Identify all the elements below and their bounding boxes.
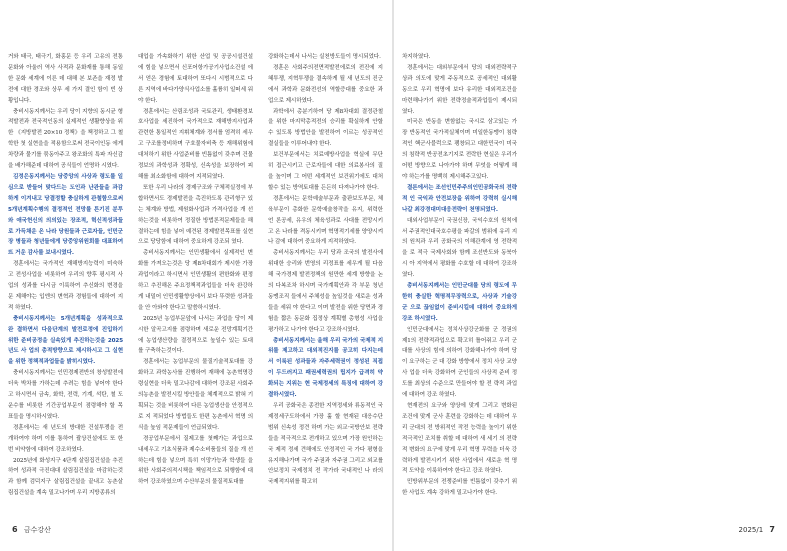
paragraph: 경훈에서는 대외부문에서 당의 대외전략적구 상과 의도에 맞게 주동적으로 공세적인 대외활 동으로 우리 혁명에 보다 유리한 대외적조건을 마련해나가기 위한 전략정술적과업들이 제시되 였다. — [402, 64, 517, 115]
right-footer — [739, 525, 779, 534]
paragraph: 과학에서 총분기하여 당 제8차대회 결정관철 을 위한 마지막총적전의 승리를 확실하게 안할 수 있도록 방법안을 발전하여 이르는 성공적인 결실들을 이루어내야 한다. — [268, 108, 383, 148]
paragraph: 경훈에서는 국가적인 재해방지능력이 미숙하 고 전성사업을 비롯하여 우리의 향후 평시적 사 업의 성과를 다시금 이룩하여 추신화의 변경을 문 제해야는 입엔의 변혁과 경험들에 대하여 지적 하였다. — [8, 261, 123, 311]
left-footer — [8, 525, 51, 535]
right-page-number: 7 — [769, 525, 775, 534]
left-page-number: 6 — [12, 525, 18, 534]
paragraph: 경공업부문에서 질제고를 첫째가는 과업으로 내세우고 기초식품과 제수소비품들의 질을 개 선하는데 힘을 넣으며 특히 이망가능과 학생들 을 위한 사회주의적시책을 책임적으로 되행함에 대하여 강조하였으며 수산부문의 물질적토대를 — [138, 435, 253, 486]
issue-date: 2025/1 — [738, 526, 764, 534]
paragraph: 인민군대에서는 정치사상강군화를 군 정권의 제1의 전략적과업으로 확고히 틀어쥐고 우리 군 대를 사상의 힘에 의하여 강화해나가야 하며 당 이 요구하는 군 대 강화 방향에서 정치 사상 교양사 업을 더욱 강화하여 군인들의 사상적 준비 정도를 최상의 수준으로 만들어야 할 전 략적 과업에 대하여 강조 하였다. — [402, 326, 517, 399]
paragraph: 경훈에서는 문학예술부문과 출판보도부문, 체 육부문이 총화한 문학예술창작을 유지, 위력한 언 론공세, 유우의 체육성과로 사대를 전망시키고 온 나라를 격동시키며 혁명적기세를 양양시켜나 감에 대하여 중요하게 지적하였다. — [268, 195, 383, 246]
paragraph: 차지하였다. — [402, 54, 431, 60]
paragraph: 김정은동지께서는 당중앙의 사상과 령도를 일 심으로 받들어 맞다드는 도인과 난관들을 과감 하게 이겨내고 당결정할 충실하게 관철함으로써 5개년계획수행의 결정적인 전망를 튼기진 분투 와 애국헌신의 의의있는 장조적, 혁신적성과들로 가득채운 온 나라 당원들과 근로자들, 인민군장 병들과 청년들에게 당중앙위원회를 대표하여 뜨 거운 감사를 보내시였다. — [8, 173, 123, 257]
paragraph: 대업을 가속화하기 위한 산업 및 공공시설건설 에 힘을 넣으면서 신포어항가공기사업소건설 에서 얻은 경험에 토대하여 또다시 시범적으로 다른 지역에 바다가양식사업소를 훌륭히 일떠세 워야 한다. — [138, 54, 253, 104]
paragraph: 총비서동지께서는 올해 우리 국가의 국제적 지위를 제고하고 대외적진지를 공고히 다지는데 서 이룩된 성과들과 자주세력권이 정성된 직접 이 두드러지고 패권세력권의 립지가 급격히 약 화되는 지위는 현 국제정세의 특징에 대하여 강 결하시였다. — [268, 337, 383, 399]
paragraph: 현재전의 요구와 양상에 맞게 그리고 변화된 조건에 맞게 군사 훈련을 강화하는 데 대하여 우리 군대의 전 방위적인 작전 능력을 높이기 위한 적극적인 조치를 취할 데 대하여 새 세기 의 전략적 변화의 요구에 맞게 우리 혁명 무력을 더욱 강력하게 발전시키기 위한 사업에서 새로운 혁 명적 도약을 이룩하여야 한다고 강조 하였다. — [402, 403, 517, 475]
paragraph: 경훈에서는 산림조성과 국토관리, 생태환경보 호사업을 세진하여 국가적으로 재해방지사업과 관련한 통일적인 지휘체계와 정서를 엄격히 세우 고 구조를정비하며 구호물자비축 등 재해위험에 대처하기 위한 사업준비를 빈틈없이 갖추며 건물 정보의 과학성과 정확성, 신속성을 보장하여 피 해를 최소화함에 대하여 지적되였다. — [138, 108, 253, 180]
paragraph: 경훈에서는 농업부문의 물질기술적토대를 강 화하고 과학농사를 진행하여 재해에 농촌혁명강 령실현을 더욱 밀고나감에 대하여 강조된 사회주의농촌을 발전시킬 방안들을 체계적으로 밝혀 기획되는 것을 비롯하여 다른 농업생산을 안정적으로 지 적되었다 방법들도 한편 농촌에서 혁명 의식을 높임 적문제들이 언급되였다. — [138, 359, 253, 431]
paragraph: 충비시동지께서는 5개년계획을 성과적으로 완 결하면서 다음단계의 발전로정에 진입하기 위한 준비공정을 실속있게 추진하는것을 2025년도 사 업의 총적방향으로 제시하시고 그 실현을 위한 정책적과업들을 밝히시였다. — [8, 315, 123, 366]
paragraph: 2025년 농업부문앞에 나서는 과업을 당이 제 시한 알곡고지를 점령하며 새로운 전망계획기간 에 농업생산량을 결정적으로 높일수 있는 토대 를 구축하는것이다. — [138, 315, 253, 355]
paragraph: 거와 태극, 태극기, 화홍문 등 우리 고유의 전통문화와 아울러 역사 사적과 문화재를 통해 동일한 문화 세계에 이른 데 대해 본 보존을 재정 발전에 대한 경조와 상무 세 가지 결인 함이 빈 상황입니다. — [8, 54, 123, 104]
paragraph: 총비서동지께서는 우리 당과 조국의 발전사에 위대한 승리와 번영의 리정표를 세우게 될 다음 해 국가경제 발전정책의 원만한 세계 방향을 논의 다복조차 하시며 국가계획안과 각 부문 청년동맹조직 들에서 주체성을 높일것을 새로운 성과들을 세워 야 한다고 이며 발전을 위한 당면과 경험을 짧은 동문화 집정상 계획별 총형성 사업을 평가하고 나가야 한다고 강조하시였다. — [268, 250, 383, 333]
paragraph: 경훈에서는 새 년도의 방대한 건설투쟁을 전 개하여야 하며 이를 통하여 괄상건설에도 또 한 번 비약함에 대하여 강조하였다. — [8, 424, 123, 453]
left-column-3 — [268, 52, 383, 514]
paragraph: 충비시동지께서는 인민경제전반의 창성발전에 더욱 박차를 가하는데 추려는 힘을 넣어야 한다 고 하시면서 금속, 화학, 전력, 기계, 석탄, 철 도운수를 비롯한 기간공업부문이 점령해야 할 목 표들을 명시하시였다. — [8, 370, 123, 420]
left-page — [0, 0, 393, 551]
left-column-1 — [8, 52, 123, 514]
right-column-1 — [402, 52, 517, 514]
left-column-2 — [138, 52, 253, 514]
paragraph: 미국은 반동을 변함없는 국시로 삼고있는 가 장 반동적인 국가적실체이며 미일한동맹이 침략 적인 핵군사블럭으로 팽창되고 대한민국이 미국 의 침략적 반공전초기지로 전락한 현실은 우리가 어떤 방향으로 나아가야 하며 무엇을 어떻게 해 야 하는가를 명백히 제시해주고있다. — [402, 119, 517, 180]
publication-name: 금수강산 — [23, 526, 51, 534]
right-column-2 — [532, 52, 647, 514]
paragraph: 2025년에 화성지구 4단계 살림집건설을 추진 하여 성과적 극진대대 살림집건설을 마감하는것 과 함께 검덕지구 살림집건설을 끝내고 농촌살 림집건설을 계속 밀고나가며 우리 지방종류의 — [8, 457, 123, 497]
paragraph: 또한 우리 나라의 경제구조와 구체적실정에 부합하면서도 경제발전을 촉진하도록 관리형구 있는 체계와 방법, 제원화사업과 가격사업을 개 선하는것을 비롯하여 정질한 방법론적문제들을 해결하는데 힘을 넣어 예견된 경제발전목표를 실현으로 당당함에 대하여 중요하게 강조되 였다. — [138, 184, 253, 246]
paragraph: 경훈은 사회주의전면적발전에로의 전진에 지 혜투쟁, 지혁투쟁을 결속하게 될 새 년도의 진군 에서 과학과 문화전선의 역할증대를 중요한 과 업으로 제시하였다. — [268, 64, 383, 104]
paragraph: 결론에서는 조선인민주주의인민공화국의 전략적 인 국익과 안전보장을 위하여 강력히 실시해나갈 최강경대미대응전략이 천명되였다. — [402, 184, 517, 213]
paragraph: 대외사업부문이 국권신장, 국익수호의 원칙에 서 주권적인대국호수평을 파갈의 범위에 유리 지 의 원칙과 우리 공화국의 이해관계에 영 전략적 을 로 적극 국제사회와 함께 조선반도와 동북아 시 아 지역에서 평화를 수호할 데 대하여 강조하였다. — [402, 217, 517, 279]
right-column-3 — [662, 52, 777, 514]
paragraph: 민방위부문의 전쟁준비를 빈틈없이 갖추기 위 한 사업도 계속 강하게 밀고나가야 한다. — [402, 479, 517, 497]
right-page — [394, 0, 787, 551]
paragraph: 강화하는데서 나서는 실천방도들이 명시되었다. — [268, 54, 381, 60]
paragraph: 우리 공화국은 종전한 지역정세와 류동적인 국제정세구도하에서 가장 훌 할 현재된 대응수단 범위 신속성 정견 하며 가는 외교·국방안보 전략들을 적극적으로 전개하고 있으며 가장 원인하는 국 제적 정세 견해에도 안정적인 국 가다 평형을 유지해나가며 국가 주권과 자주권 그리고 외교를 안보정치 국제정치 전 작가라 국내적인 나 라의 국제적지위를 확고히 — [268, 403, 383, 486]
paragraph: 보건부문에서는 치료예방사업을 혁실에 무단 히 접근시키고 근로자들에 대한 의료봉사의 질 을 높이며 그 어떤 세계적인 보건위기에도 대처 할수 있는 방역토대를 든든히 다져나가야 한다. — [268, 152, 383, 191]
paragraph: 총비서동지께서는 인민군대를 당의 령도에 무 한히 충실한 혁명적무장력으로, 사상과 기술강군 으로 끊임없이 준비시킬데 대하여 중요하게 강조 하시였다. — [402, 283, 517, 322]
paragraph: 충비시동지께서는 우리 당이 지향의 동시균 형적발전과 전국적인동의 실제적인 생활향상을 위한 《지방발전 20×10 정책》을 책정하고 그 철학한 첫 실현을을 적용함으로써 전국이인동 에게 차량과 물기를 묶동아주고 왕조화의 특파 자신감을 배가해준데 대하여 공식들이 언명하 시였다. — [8, 108, 123, 170]
paragraph: 총비서동지께서는 인민생활에서 실제적인 변 화를 가져오는것은 당 제8차대회가 제시한 가장 과업이라고 하시면서 인민생활의 편한화와 편정 하고 추진해온 주요정책적과업들을 더욱 완강하 게 내밀어 인민생활향상에서 보다 뚜렷한 성과들을 안 아와야 한다고 말씀하시였다. — [138, 250, 253, 311]
